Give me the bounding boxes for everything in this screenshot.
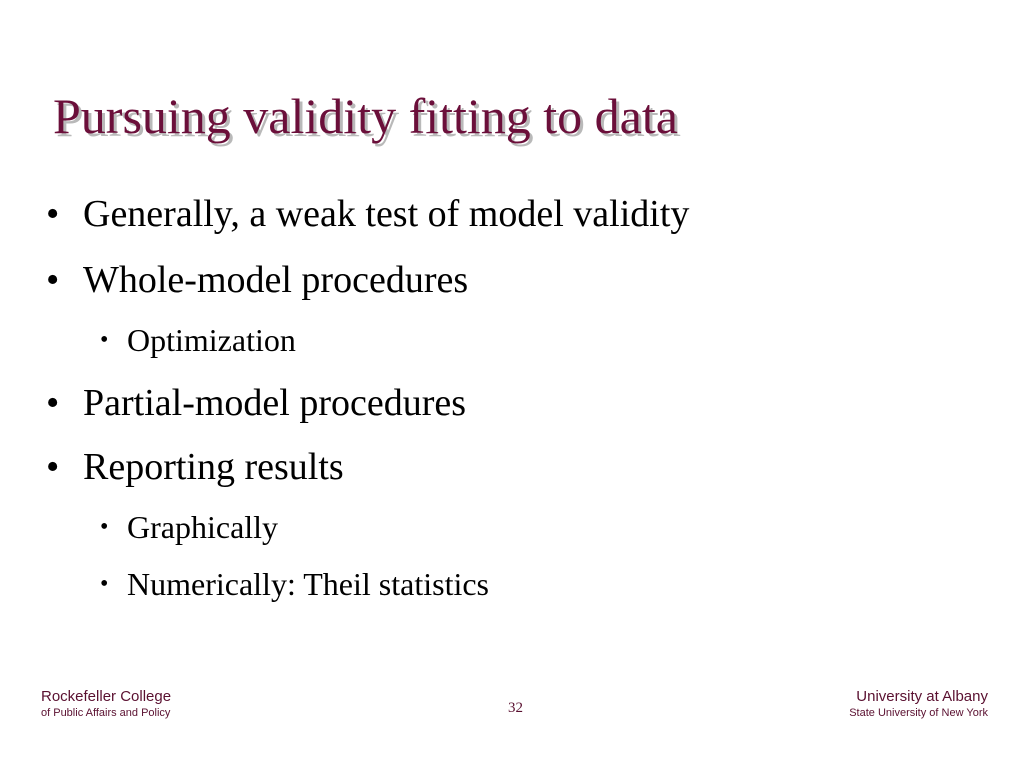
sub-bullet-text: Graphically <box>127 509 279 545</box>
bullet-text: Partial-model procedures <box>83 382 467 424</box>
footer-right-subtitle: State University of New York <box>849 707 988 719</box>
sub-bullet-text: Optimization <box>127 322 296 358</box>
bullet-text: Generally, a weak test of model validity <box>83 193 690 235</box>
bullet-text: Whole-model procedures <box>83 259 469 301</box>
bullet-item <box>46 381 466 425</box>
bullet-glyph: • <box>46 382 60 424</box>
sub-bullet-item <box>100 321 296 359</box>
bullet-glyph: • <box>46 193 60 235</box>
footer-right-title: University at Albany <box>856 688 988 705</box>
bullet-glyph: • <box>46 259 60 301</box>
footer-left-subtitle: of Public Affairs and Policy <box>41 707 171 719</box>
slide-title: Pursuing validity fitting to data <box>53 88 678 144</box>
footer-university-at-albany <box>849 688 988 721</box>
bullet-item <box>46 192 689 236</box>
sub-bullet-item <box>100 565 489 603</box>
sub-bullet-text: Numerically: Theil statistics <box>127 566 489 602</box>
sub-bullet-glyph: • <box>100 327 109 353</box>
footer-rockefeller-college <box>41 688 171 721</box>
page-number: 32 <box>508 700 523 716</box>
bullet-item <box>46 445 344 489</box>
footer-left-title: Rockefeller College <box>41 688 172 705</box>
sub-bullet-glyph: • <box>100 514 109 540</box>
bullet-text: Reporting results <box>83 446 344 488</box>
bullet-item <box>46 258 468 302</box>
sub-bullet-glyph: • <box>100 571 109 597</box>
sub-bullet-item <box>100 508 278 546</box>
bullet-glyph: • <box>46 446 60 488</box>
